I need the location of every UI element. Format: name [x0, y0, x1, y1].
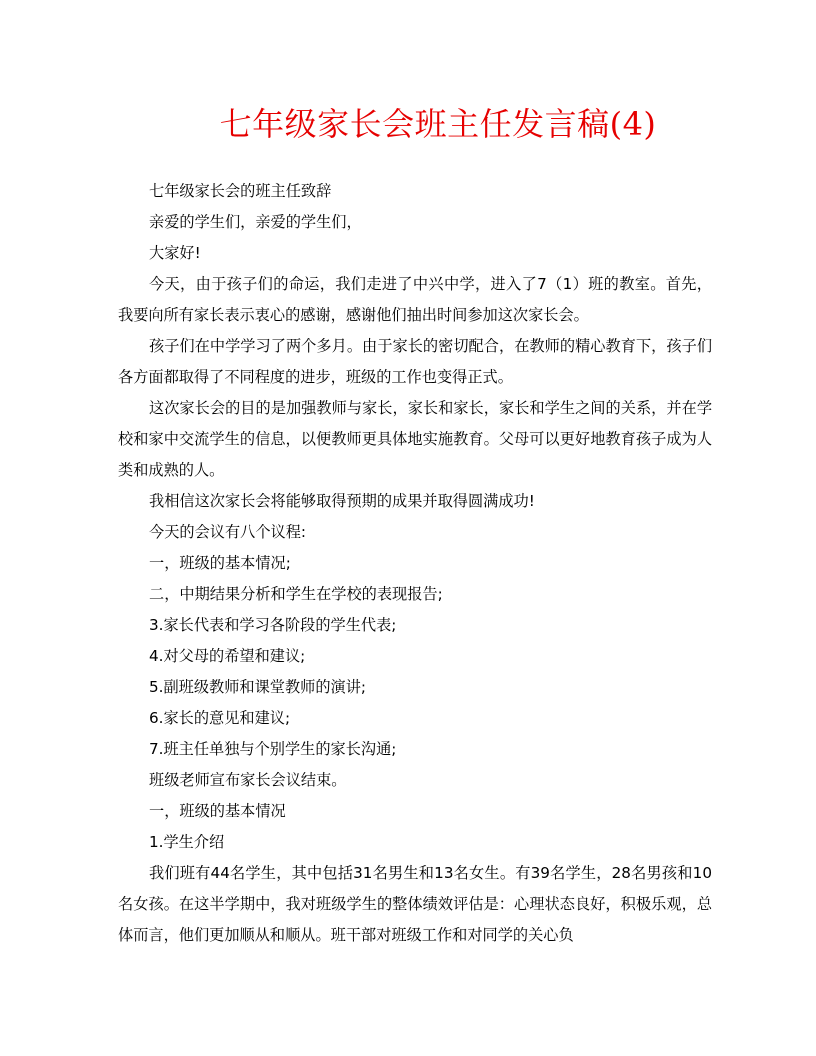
document-title: 七年级家长会班主任发言稿(4) — [219, 105, 657, 143]
agenda-item: 一，班级的基本情况; — [149, 554, 291, 572]
paragraph-purpose: 这次家长会的目的是加强教师与家长，家长和家长，家长和学生之间的关系，并在学校和家中交流学生的信息，以便教师更具体地实施教育。父母可以更好地教育孩子成为人类和成熟的人。 — [118, 399, 712, 479]
paragraph-belief: 我相信这次家长会将能够取得预期的成果并取得圆满成功! — [149, 492, 535, 510]
section-heading: 一，班级的基本情况 — [149, 802, 286, 820]
agenda-item: 5.副班级教师和课堂教师的演讲; — [149, 678, 367, 696]
paragraph-student-stats: 我们班有44名学生，其中包括31名男生和13名女生。有39名学生，28名男孩和10名女孩。在这半学期中，我对班级学生的整体绩效评估是：心理状态良好，积极乐观，总体而言，他们更加顺从和顺从。班干部对班级工作和对同学的关心负 — [118, 864, 712, 944]
paragraph-agenda-heading: 今天的会议有八个议程: — [149, 523, 306, 541]
paragraph-greeting-heading: 七年级家长会的班主任致辞 — [149, 182, 332, 200]
agenda-item: 6.家长的意见和建议; — [149, 709, 291, 727]
subsection-heading: 1.学生介绍 — [149, 833, 225, 851]
agenda-item: 二，中期结果分析和学生在学校的表现报告; — [149, 585, 443, 603]
paragraph-salutation: 亲爱的学生们，亲爱的学生们， — [149, 213, 362, 231]
paragraph-progress: 孩子们在中学学习了两个多月。由于家长的密切配合，在教师的精心教育下，孩子们各方面都取得了不同程度的进步，班级的工作也变得正式。 — [118, 337, 712, 386]
agenda-item: 4.对父母的希望和建议; — [149, 647, 306, 665]
agenda-item: 班级老师宣布家长会议结束。 — [149, 771, 347, 789]
agenda-item: 3.家长代表和学习各阶段的学生代表; — [149, 616, 397, 634]
paragraph-intro: 今天，由于孩子们的命运，我们走进了中兴中学，进入了7（1）班的教室。首先，我要向所有家长表示衷心的感谢，感谢他们抽出时间参加这次家长会。 — [118, 275, 712, 324]
document-body — [118, 176, 712, 951]
paragraph-hello: 大家好! — [149, 244, 201, 262]
agenda-item: 7.班主任单独与个别学生的家长沟通; — [149, 740, 397, 758]
